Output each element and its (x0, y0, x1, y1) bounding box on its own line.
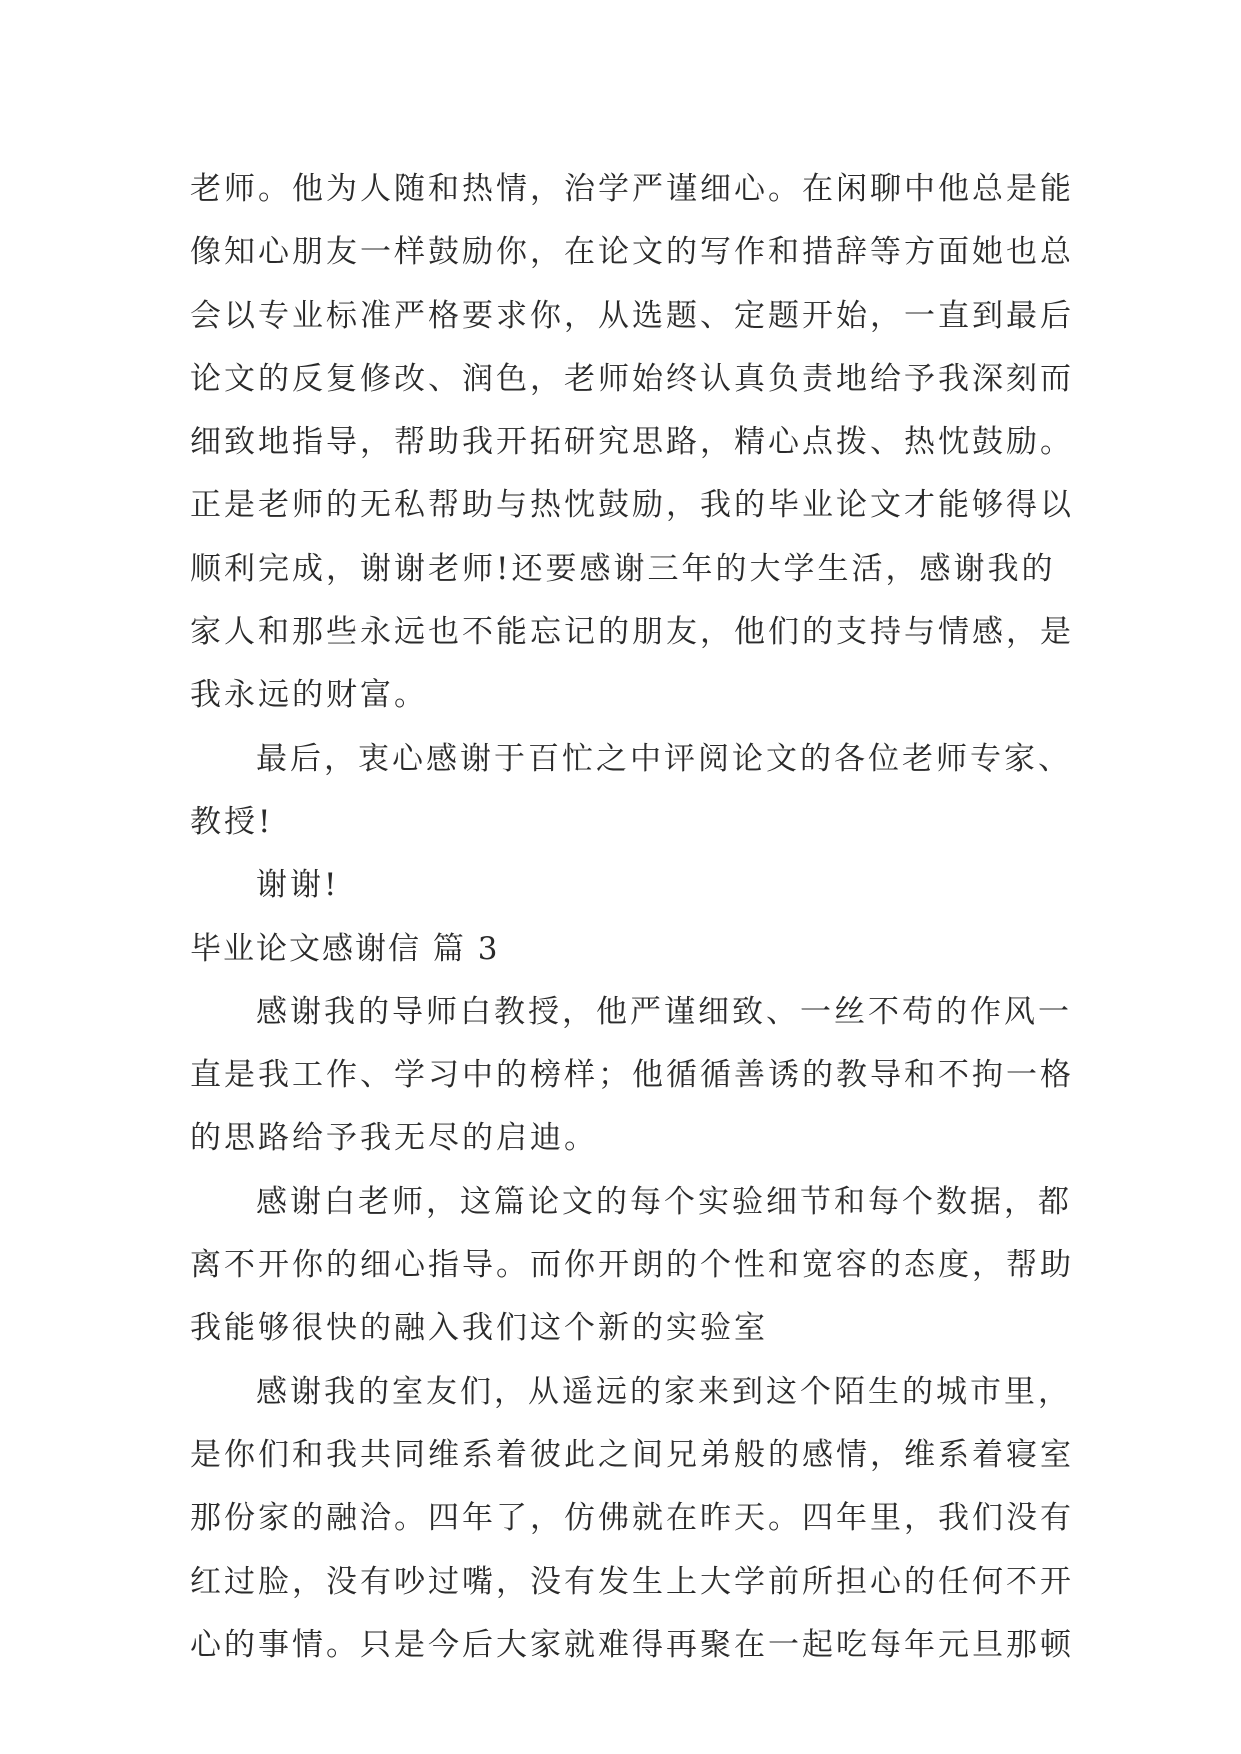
text-line: 心的事情。只是今后大家就难得再聚在一起吃每年元旦那顿 (190, 1626, 1074, 1663)
text-line: 我永远的财富。 (190, 677, 428, 714)
text-line: 会以专业标准严格要求你，从选题、定题开始，一直到最后 (190, 297, 1074, 334)
text-line: 家人和那些永远也不能忘记的朋友，他们的支持与情感，是 (190, 614, 1074, 651)
text-line: 老师。他为人随和热情，治学严谨细心。在闲聊中他总是能 (190, 171, 1074, 207)
text-line: 顺利完成，谢谢老师!还要感谢三年的大学生活，感谢我的 (190, 550, 1056, 587)
text-line: 正是老师的无私帮助与热忱鼓励，我的毕业论文才能够得以 (190, 487, 1074, 524)
text-line: 红过脸，没有吵过嘴，没有发生上大学前所担心的任何不开 (190, 1563, 1074, 1600)
paragraph-start-line: 谢谢! (256, 867, 340, 904)
paragraph-start-line: 最后，衷心感谢于百忙之中评阅论文的各位老师专家、 (256, 740, 1072, 777)
text-line: 直是我工作、学习中的榜样；他循循善诱的教导和不拘一格 (190, 1057, 1074, 1094)
text-line: 我能够很快的融入我们这个新的实验室 (190, 1310, 768, 1347)
section-heading: 毕业论文感谢信 篇 3 (190, 930, 500, 967)
paragraph-start-line: 感谢我的导师白教授，他严谨细致、一丝不苟的作风一 (256, 993, 1072, 1030)
paragraph-start-line: 感谢白老师，这篇论文的每个实验细节和每个数据，都 (256, 1183, 1072, 1220)
text-line: 教授! (190, 803, 274, 840)
document-body (190, 158, 1074, 1677)
text-line: 像知心朋友一样鼓励你，在论文的写作和措辞等方面她也总 (190, 234, 1074, 271)
text-line: 离不开你的细心指导。而你开朗的个性和宽容的态度，帮助 (190, 1247, 1074, 1284)
text-line: 的思路给予我无尽的启迪。 (190, 1120, 598, 1157)
paragraph-start-line: 感谢我的室友们，从遥远的家来到这个陌生的城市里， (256, 1373, 1072, 1410)
text-line: 是你们和我共同维系着彼此之间兄弟般的感情，维系着寝室 (190, 1436, 1074, 1473)
text-line: 细致地指导，帮助我开拓研究思路，精心点拨、热忱鼓励。 (190, 424, 1074, 461)
text-line: 那份家的融洽。四年了，仿佛就在昨天。四年里，我们没有 (190, 1500, 1074, 1537)
text-line: 论文的反复修改、润色，老师始终认真负责地给予我深刻而 (190, 360, 1074, 397)
